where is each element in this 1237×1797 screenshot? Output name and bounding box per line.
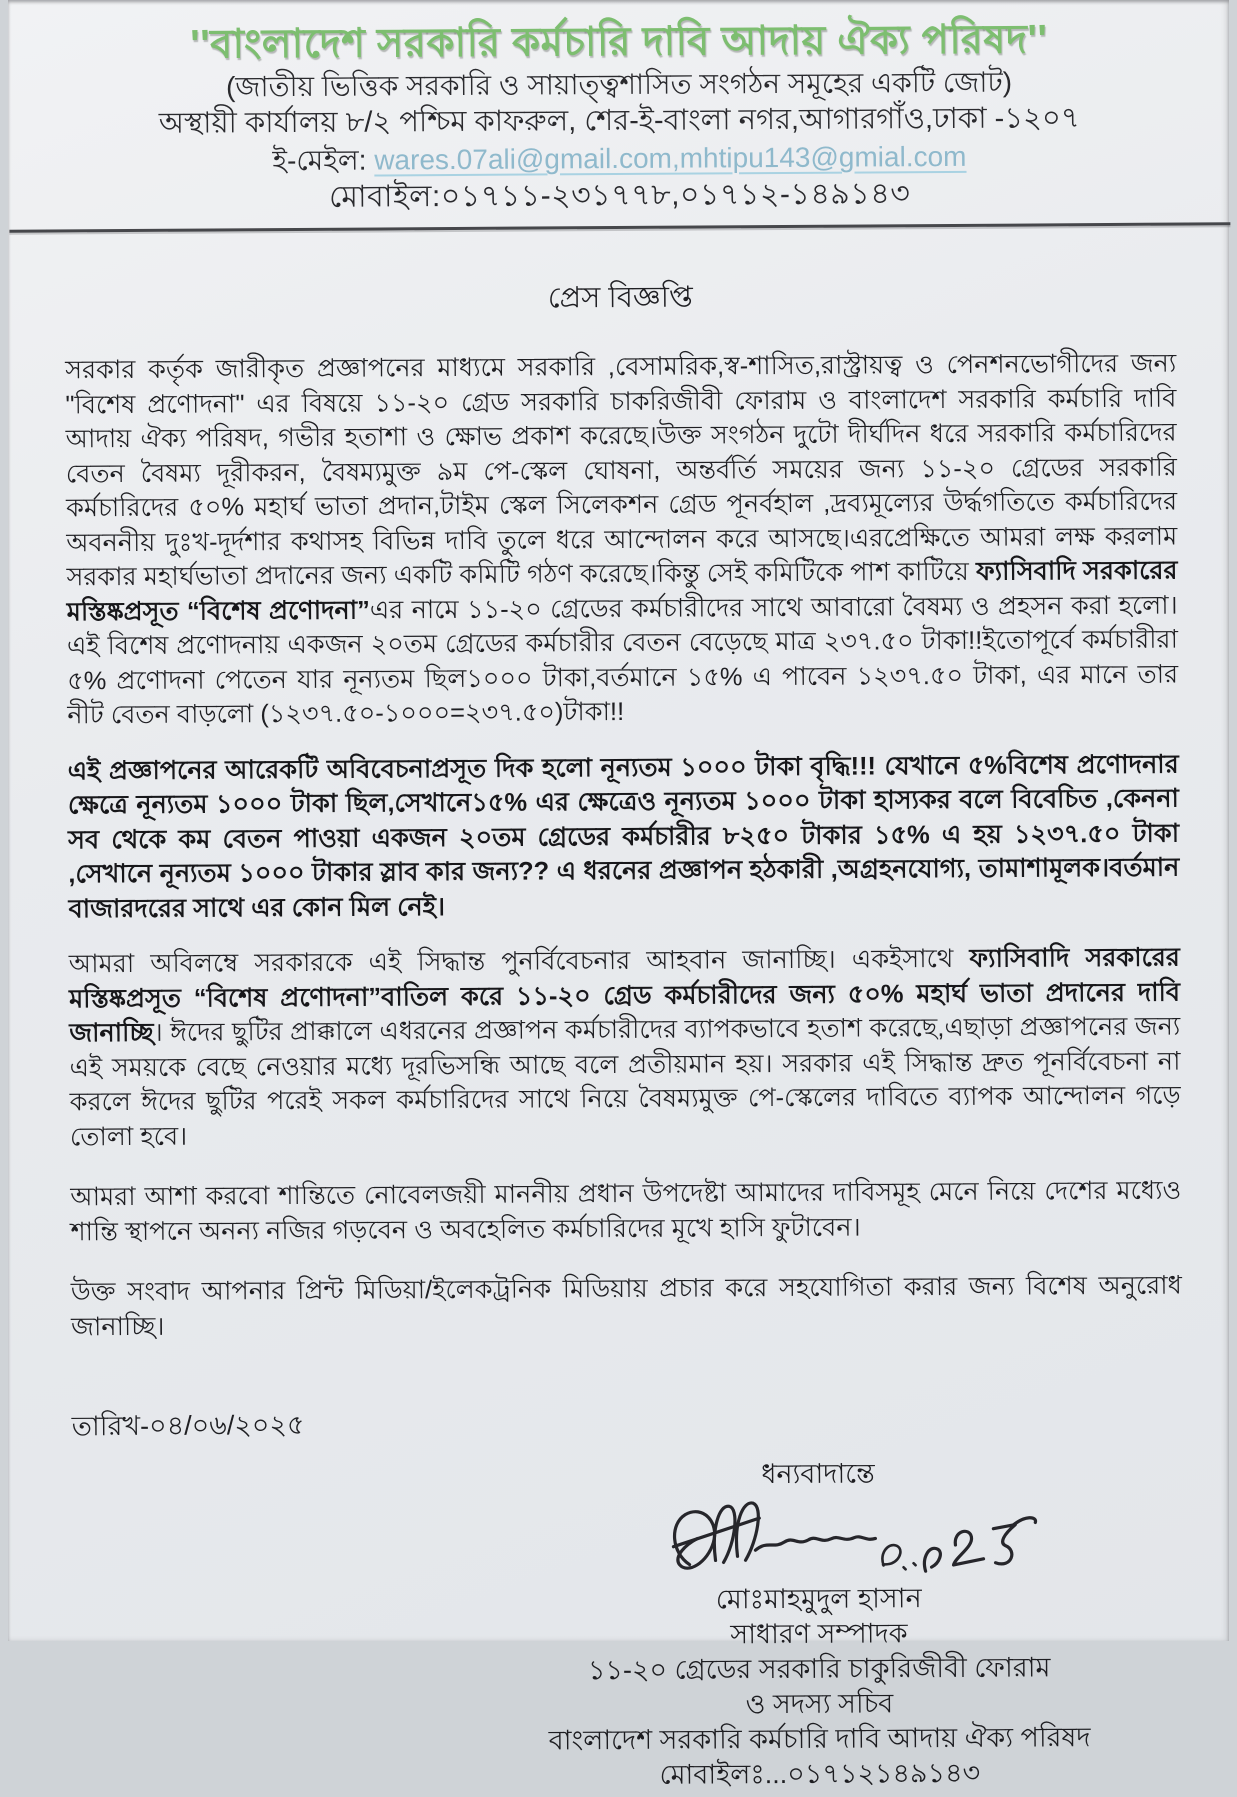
mobile-numbers: মোবাইল:০১৭১১-২৩১৭৭৮,০১৭১২-১৪৯১৪৩ <box>328 177 911 214</box>
paragraph-3-text: আমরা অবিলম্বে সরকারকে এই সিদ্ধান্ত পুনর্বিবেচনার আহবান জানাচ্ছি। একইসাথে <box>68 944 970 979</box>
paragraph-4: আমরা আশা করবো শান্তিতে নোবেলজয়ী মাননীয় প্রধান উপদেষ্টা আমাদের দাবিসমূহ মেনে নিয়ে দেশের মধ্যেও শান্তি স্থাপনে অনন্য নজির গড়বেন ও অবহেলিত কর্মচারিদের মূখে হাসি ফুটাবেন। <box>70 1176 1182 1246</box>
email-label: ই-মেইল: <box>272 144 367 177</box>
paragraph-1-text-continued: এর নামে ১১-২০ গ্রেডের কর্মচারীদের সাথে আবারো বৈষম্য ও প্রহসন করা হলো।এই বিশেষ প্রণোদনায় একজন ২০তম গ্রেডের কর্মচারীর বেতন বেড়েছে মাত্র ২৩৭.৫০ টাকা!!ইতোপূর্বে কর্মচারীরা ৫% প্রণোদনা পেতেন যার নূন্যতম ছিল১০০০ টাকা,বর্তমানে ১৫% এ পাবেন ১২৩৭.৫০ টাকা, এর মানে তার নীট বেতন বাড়লো (১২৩৭.৫০-১০০০=২৩৭.৫০)টাকা!! <box>66 591 1179 730</box>
paragraph-2: এই প্রজ্ঞাপনের আরেকটি অবিবেচনাপ্রসূত দিক হলো নূন্যতম ১০০০ টাকা বৃদ্ধি!!! যেখানে ৫%বিশেষ প্রণোদনার ক্ষেত্রে নূন্যতম ১০০০ টাকা ছিল,সেখানে১৫% এর ক্ষেত্রেও নূন্যতম ১০০০ টাকা হাস্যকর বলে বিবেচিত ,কেননা সব থেকে কম বেতন পাওয়া একজন ২০তম গ্রেডের কর্মচারীর ৮২৫০ টাকার ১৫% এ হয় ১২৩৭.৫০ টাকা ,সেখানে নূন্যতম ১০০০ টাকার স্লাব কার জন্য?? এ ধরনের প্রজ্ঞাপন হঠকারী ,অগ্রহনযোগ্য, তামাশামূলক।বর্তমান বাজারদরের সাথে এর কোন মিল নেই। <box>67 750 1180 923</box>
handwritten-signature <box>558 1492 1149 1592</box>
organization-subtitle: (জাতীয় ভিত্তিক সরকারি ও সায়াত্ত্বশাসিত সংগঠন সমূহের একটি জোট) <box>225 66 1013 103</box>
paragraph-3-text-continued: । ঈদের ছুটির প্রাক্কালে এধরনের প্রজ্ঞাপন কর্মচারীদের ব্যাপকভাবে হতাশ করেছে,এছাড়া প্রজ্ঞাপনের জন্য এই সময়কে বেছে নেওয়ার মধ্যে দূরভিসন্ধি আছে বলে প্রতীয়মান হয়। সরকার এই সিদ্ধান্ত দ্রুত পূনর্বিবেচনা না করলে ঈদের ছুটির পরেই সকল কর্মচারিদের সাথে নিয়ে বৈষম্যমুক্ত পে-স্কেলের দাবিতে ব্যাপক আন্দোলন গড়ে তোলা হবে। <box>69 1012 1181 1151</box>
paragraph-3 <box>69 941 1181 1155</box>
paragraph-3-bold-phrase: ফ্যাসিবাদি সরকারের মস্তিষ্কপ্রসূত “বিশেষ প্রণোদনা”বাতিল করে ১১-২০ গ্রেড কর্মচারীদের জন্য ৫০% মহার্ঘ ভাতা প্রদানের দাবি জানাচ্ছি <box>69 943 1181 1048</box>
letterhead <box>8 0 1230 218</box>
closing-salutation: ধন্যবাদান্তে <box>761 1458 875 1490</box>
organization-title: ''বাংলাদেশ সরকারি কর্মচারি দাবি আদায় ঐক্য পরিষদ'' <box>189 17 1048 67</box>
signatory-organization-2: বাংলাদেশ সরকারি কর্মচারি দাবি আদায় ঐক্য পরিষদ <box>548 1722 1091 1756</box>
signatory-designation: সাধারণ সম্পাদক <box>730 1618 908 1650</box>
letterhead-divider <box>9 222 1230 232</box>
signatory-designation-2: ও সদস্য সচিব <box>745 1688 894 1720</box>
signature-block <box>488 1455 1150 1794</box>
signature-scribble-icon <box>663 1492 1044 1590</box>
paragraph-5: উক্ত সংবাদ আপনার প্রিন্ট মিডিয়া/ইলেকট্রনিক মিডিয়ায় প্রচার করে সহযোগিতা করার জন্য বিশেষ অনুরোধ জানাচ্ছি। <box>70 1271 1182 1341</box>
office-address: অস্থায়ী কার্যালয় ৮/২ পশ্চিম কাফরুল, শের-ই-বাংলা নগর,আগারগাঁও,ঢাকা -১২০৭ <box>158 102 1080 140</box>
document-body <box>10 271 1237 1344</box>
signatory-organization-1: ১১-২০ গ্রেডের সরকারি চাকুরিজীবী ফোরাম <box>587 1652 1051 1686</box>
paragraph-1-text: সরকার কর্তৃক জারীকৃত প্রজ্ঞাপনের মাধ্যমে সরকারি ,বেসামরিক,স্ব-শাসিত,রাস্ট্রায়ত্ব ও পেনশনভোগীদের জন্য "বিশেষ প্রণোদনা" এর বিষয়ে ১১-২০ গ্রেড সরকারি চাকরিজীবী ফোরাম ও বাংলাদেশ সরকারি কর্মচারি দাবি আদায় ঐক্য পরিষদ, গভীর হতাশা ও ক্ষোভ প্রকাশ করেছে।উক্ত সংগঠন দুটো দীর্ঘদিন ধরে সরকারি কর্মচারিদের বেতন বৈষম্য দূরীকরন, বৈষম্যমুক্ত ৯ম পে-স্কেল ঘোষনা, অন্তর্বর্তি সময়ের জন্য ১১-২০ গ্রেডের সরকারি কর্মচারিদের ৫০% মহার্ঘ ভাতা প্রদান,টাইম স্কেল সিলেকশন গ্রেড পূনর্বহাল ,দ্রব্যমূল্যের উর্দ্ধগতিতে কর্মচারিদের অবননীয় দুঃখ-দূর্দশার কথাসহ বিভিন্ন দাবি তুলে ধরে আন্দোলন করে আসছে।এরপ্রেক্ষিতে আমরা লক্ষ করলাম সরকার মহার্ঘভাতা প্রদানের জন্য একটি কমিটি গঠণ করেছে।কিন্তু সেই কমিটিকে পাশ কাটিয়ে <box>65 349 1178 592</box>
email-address-text: wares.07ali@gmail.com,mhtipu143@gmial.com <box>374 140 967 176</box>
scanned-press-release-page <box>8 0 1229 1790</box>
signatory-name: মোঃমাহমুদুল হাসান <box>715 1583 922 1615</box>
signatory-mobile: মোবাইলঃ...০১৭১২১৪৯১৪৩ <box>659 1757 981 1790</box>
paragraph-1-bold-phrase: ফ্যাসিবাদি সরকারের মস্তিষ্কপ্রসূত “বিশেষ প্রণোদনা” <box>66 556 1178 626</box>
paragraph-1 <box>65 347 1178 733</box>
date-line: তারিখ-০৪/০৬/২০২৫ <box>71 1409 305 1442</box>
document-content <box>8 0 1237 1797</box>
press-release-title: প্রেস বিজ্ঞপ্তি <box>547 281 693 315</box>
